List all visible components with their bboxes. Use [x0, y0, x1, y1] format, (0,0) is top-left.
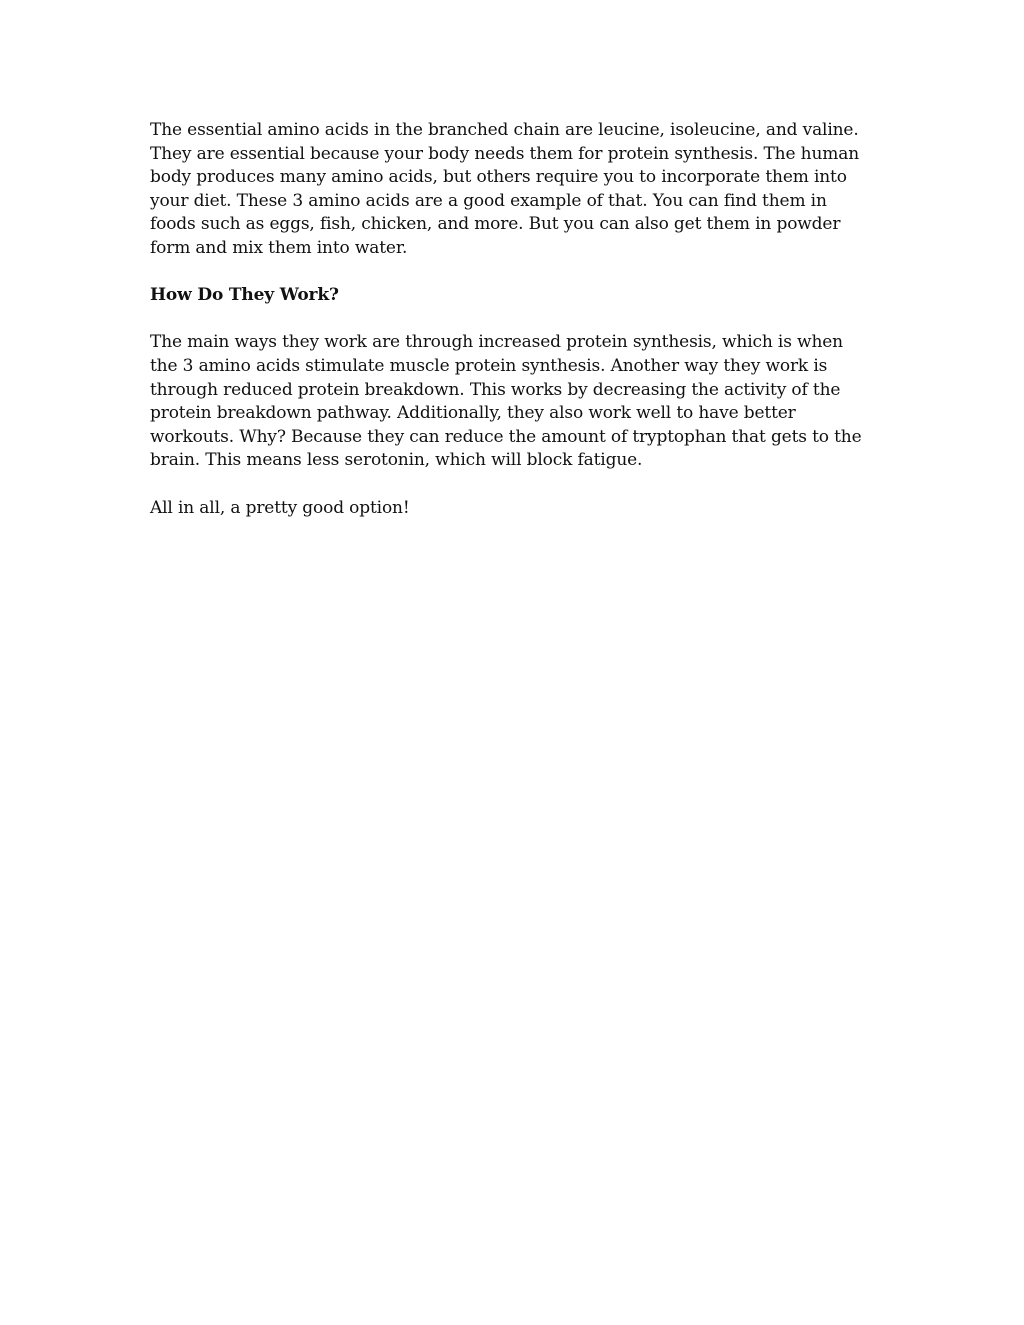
paragraph-line: body produces many amino acids, but others require you to incorporate them into: [150, 167, 847, 188]
paragraph-line: your diet. These 3 amino acids are a good example of that. You can find them in: [150, 190, 827, 211]
paragraph-how-they-work: [150, 331, 880, 473]
paragraph-line: through reduced protein breakdown. This works by decreasing the activity of the: [150, 379, 841, 400]
paragraph-line: The main ways they work are through increased protein synthesis, which is when: [150, 332, 843, 353]
paragraph-line: They are essential because your body needs them for protein synthesis. The human: [150, 143, 859, 164]
paragraph-line: foods such as eggs, fish, chicken, and more. But you can also get them in powder: [150, 214, 841, 235]
paragraph-line: brain. This means less serotonin, which will block fatigue.: [150, 450, 643, 471]
document-page: [150, 119, 880, 544]
paragraph-line: form and mix them into water.: [150, 237, 408, 258]
closing-sentence: All in all, a pretty good option!: [150, 497, 410, 518]
paragraph-intro: [150, 119, 880, 261]
paragraph-line: The essential amino acids in the branched chain are leucine, isoleucine, and valine.: [150, 120, 859, 140]
paragraph-line: protein breakdown pathway. Additionally, they also work well to have better: [150, 403, 796, 424]
paragraph-line: workouts. Why? Because they can reduce the amount of tryptophan that gets to the: [150, 426, 862, 447]
paragraph-line: the 3 amino acids stimulate muscle protein synthesis. Another way they work is: [150, 355, 828, 376]
section-heading: How Do They Work?: [150, 285, 339, 306]
